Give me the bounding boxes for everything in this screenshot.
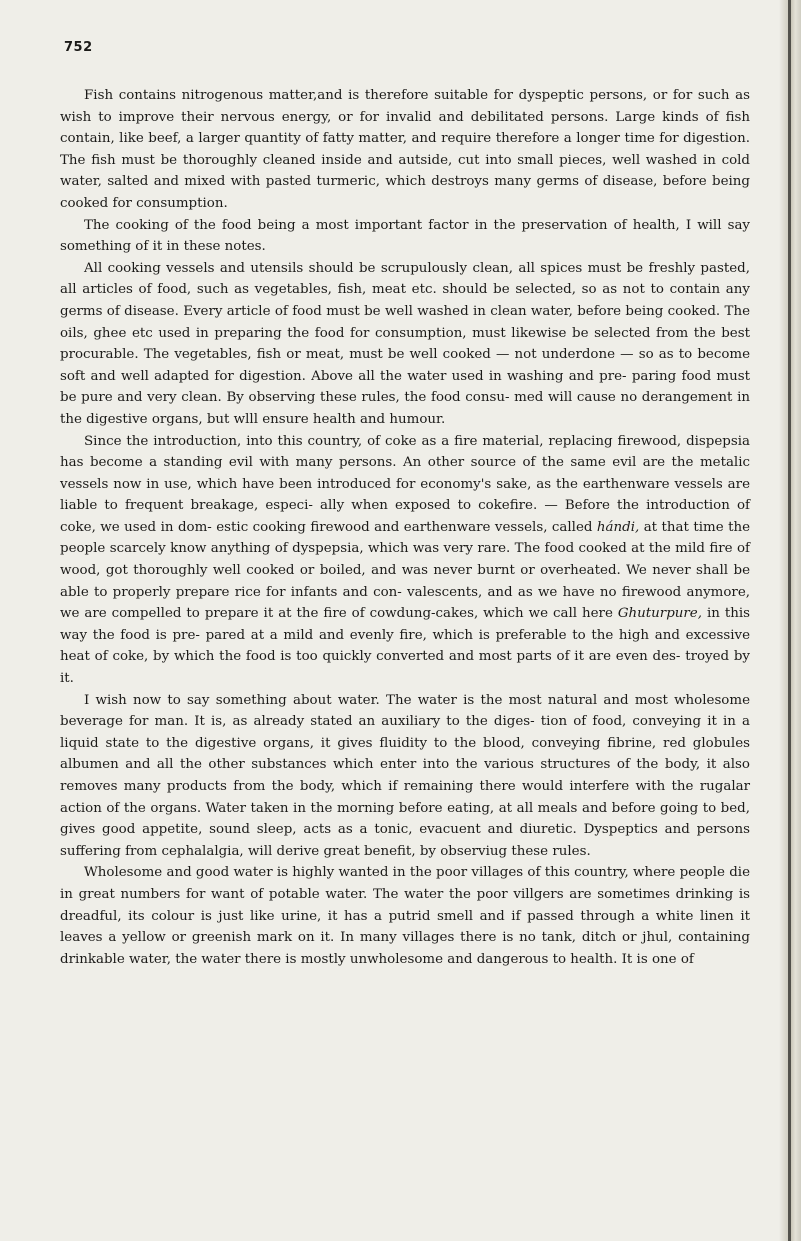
italic-term: Ghuturpure, <box>617 606 702 622</box>
text-segment: Fish contains nitrogenous matter,and is therefore suitable for dyspeptic persons, or for such as wish to improve their nervous energy, or for invalid and debilitated persons. Large kinds of fish contain, like beef, a larger quantity of fatty matter, and require therefore a longer time for digestion. The fish must be thoroughly cleaned inside and autside, cut into small pieces, well washed in cold water, salted and mixed with pasted turmeric, which destroys many germs of disease, before being cooked for consumption. <box>60 88 750 211</box>
text-segment: I wish now to say something about water. The water is the most natural and most wholesome beverage for man. It is, as already stated an auxiliary to the diges- tion of food, conveying it in a liquid state to the digestive organs, it gives fluidity to the blood, conveying fibrine, red globules albumen and all the other substances which enter into the various structures of the body, it also removes many products from the body, which if remaining there would interfere with the rugalar action of the organs. Water taken in the morning before eating, at all meals and before going to bed, gives good appetite, sound sleep, acts as a tonic, evacuent and diuretic. Dyspeptics and persons suffering from cephalalgia, will derive great benefit, by observiug these rules. <box>60 692 750 859</box>
paragraph <box>60 690 750 863</box>
text-segment: Since the introduction, into this country, of coke as a fire material, replacing firewood, dispepsia has become a standing evil with many persons. An other source of the same evil are the metalic vessels now in use, which have been introduced for economy's sake, as the earthenware vessels are liable to frequent breakage, especi- ally when exposed to cokefire. — Before the introduction of coke, we used in dom- estic cooking firewood and earthenware vessels, called <box>60 433 750 535</box>
paragraph <box>60 215 750 258</box>
text-segment: All cooking vessels and utensils should be scrupulously clean, all spices must be freshly pasted, all articles of food, such as vegetables, fish, meat etc. should be selected, so as not to contain any germs of disease. Every article of food must be well washed in clean water, before being cooked. The oils, ghee etc used in preparing the food for consumption, must likewise be selected from the best procurable. The vegetables, fish or meat, must be well cooked — not underdone — so as to become soft and well adapted for digestion. Above all the water used in washing and pre- paring food must be pure and very clean. By observing these rules, the food consu- med will cause no derangement in the digestive organs, but wlll ensure health and humour. <box>60 260 750 427</box>
paragraph <box>60 431 750 690</box>
paragraph <box>60 258 750 431</box>
text-segment: in this way the food is pre- pared at a mild and evenly fire, which is preferable to the high and excessive heat of coke, by which the food is too quickly converted and most parts of it are even des- troyed by it. <box>60 606 750 687</box>
page-number: 752 <box>64 40 93 55</box>
text-segment: at that time the people scarcely know anything of dyspepsia, which was very rare. The food cooked at the mild fire of wood, got thoroughly well cooked or boiled, and was never burnt or overheated. We never shall be able to properly prepare rice for infants and con- valescents, and as we have no firewood anymore, we are compelled to prepare it at the fire of cowdung-cakes, which we call here <box>60 519 750 622</box>
text-segment: Wholesome and good water is highly wanted in the poor villages of this country, where people die in great numbers for want of potable water. The water the poor villgers are sometimes drinking is dreadful, its colour is just like urine, it has a putrid smell and if passed through a white linen it leaves a yellow or greenish mark on it. In many villages there is no tank, ditch or jhul, containing drinkable water, the water there is mostly unwholesome and dangerous to health. It is one of <box>60 865 750 967</box>
body-text <box>60 85 750 970</box>
binding-line <box>788 0 791 1241</box>
paragraph <box>60 862 750 970</box>
italic-term: hándi, <box>596 519 640 535</box>
paragraph <box>60 85 750 215</box>
text-segment: The cooking of the food being a most important factor in the preservation of health, I will say something of it in these notes. <box>60 217 750 255</box>
